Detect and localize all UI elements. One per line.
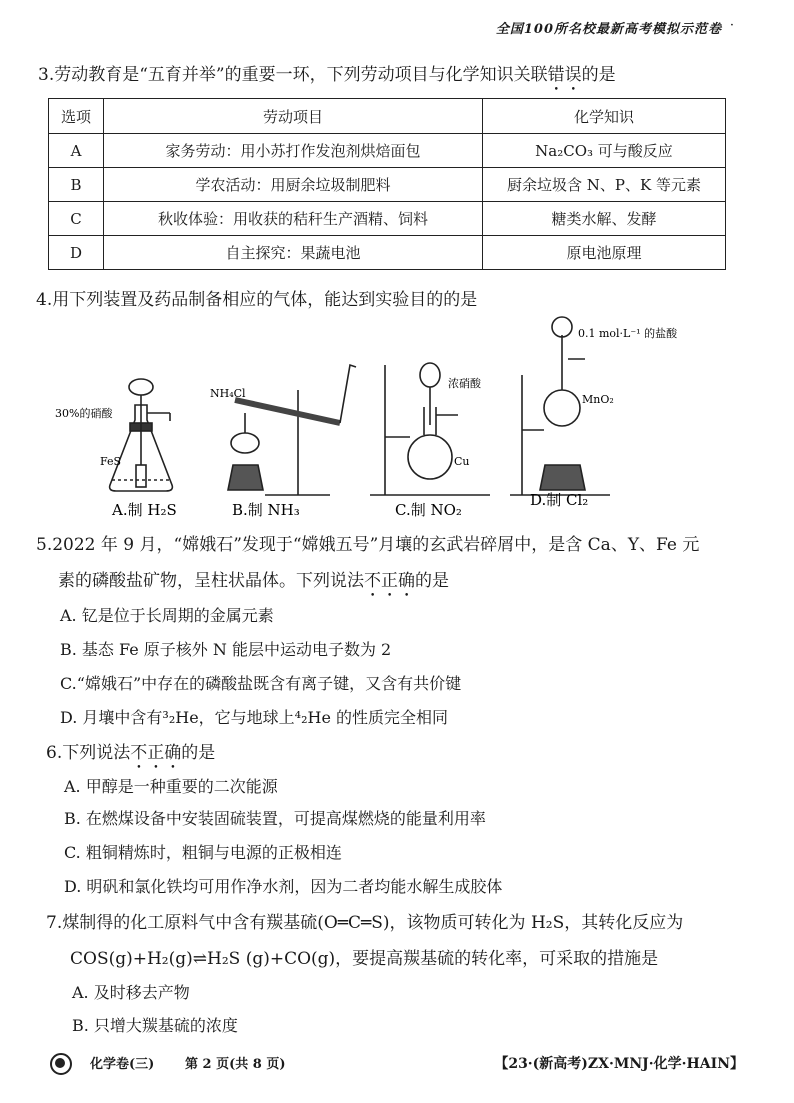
table-cell: 家务劳动：用小苏打作发泡剂烘焙面包 bbox=[104, 134, 483, 168]
table-cell: 秋收体验：用收获的秸秆生产酒精、饲料 bbox=[104, 202, 483, 236]
q5-option-a: A. 钇是位于长周期的金属元素 bbox=[60, 606, 274, 625]
q6-option-a: A. 甲醇是一种重要的二次能源 bbox=[64, 777, 278, 796]
apparatus-a-drawing bbox=[110, 379, 173, 491]
q6-stem-prefix: 6.下列说法 bbox=[46, 743, 131, 763]
footer-subject: 化学卷(三) bbox=[90, 1057, 155, 1072]
q5-stem-prefix: 素的磷酸盐矿物，呈柱状晶体。下列说法 bbox=[58, 571, 364, 591]
question-3-stem bbox=[38, 60, 616, 95]
apparatus-c-caption: C.制 NO₂ bbox=[395, 501, 462, 519]
apparatus-a-label-1: 30%的硝酸 bbox=[55, 407, 113, 420]
q6-option-b: B. 在燃煤设备中安装固硫装置，可提高煤燃烧的能量利用率 bbox=[64, 809, 486, 828]
table-header-cell: 化学知识 bbox=[483, 99, 726, 134]
apparatus-c-label-2: Cu bbox=[454, 455, 470, 468]
q6-option-c: C. 粗铜精炼时，粗铜与电源的正极相连 bbox=[64, 843, 342, 862]
table-cell: C bbox=[49, 202, 104, 236]
table-cell: 学农活动：用厨余垃圾制肥料 bbox=[104, 168, 483, 202]
table-cell: 糖类水解、发酵 bbox=[483, 202, 726, 236]
table-header-cell: 劳动项目 bbox=[104, 99, 483, 134]
question-4-stem: 4.用下列装置及药品制备相应的气体，能达到实验目的的是 bbox=[36, 290, 478, 310]
q3-table bbox=[48, 98, 726, 270]
table-row bbox=[49, 134, 726, 168]
table-cell: D bbox=[49, 236, 104, 270]
table-cell: Na₂CO₃ 可与酸反应 bbox=[483, 134, 726, 168]
q5-option-c: C.“嫦娥石”中存在的磷酸盐既含有离子键，又含有共价键 bbox=[60, 674, 462, 693]
table-header-cell: 选项 bbox=[49, 99, 104, 134]
q6-stem-emphasis: 不正确 bbox=[130, 743, 182, 763]
footer-code: 【23·(新高考)ZX·MNJ·化学·HAIN】 bbox=[494, 1056, 744, 1072]
circle-logo-inner-icon bbox=[55, 1058, 65, 1068]
apparatus-b-caption: B.制 NH₃ bbox=[232, 501, 300, 519]
apparatus-d-label-2: MnO₂ bbox=[582, 393, 614, 406]
q5-stem-suffix: 的是 bbox=[415, 571, 449, 591]
q3-stem-emphasis: 错误 bbox=[547, 65, 582, 85]
apparatus-c-label-1: 浓硝酸 bbox=[448, 377, 481, 390]
page-footer bbox=[50, 1050, 744, 1082]
series-title: 全国100所名校最新高考模拟示范卷 bbox=[495, 22, 722, 37]
question-6-stem bbox=[46, 738, 215, 773]
question-5-stem-line1: 5.2022 年 9 月，“嫦娥石”发现于“嫦娥五号”月壤的玄武岩碎屑中，是含 Ca、Y、Fe 元 bbox=[36, 535, 700, 555]
q5-stem-emphasis: 不正确 bbox=[364, 571, 415, 591]
q3-stem-prefix: 3.劳动教育是“五育并举”的重要一环，下列劳动项目与化学知识关联 bbox=[38, 65, 548, 85]
table-header-row bbox=[49, 99, 726, 134]
q3-stem-suffix: 的是 bbox=[581, 65, 616, 85]
apparatus-d-drawing bbox=[510, 317, 610, 495]
question-5-stem-line2 bbox=[58, 566, 449, 601]
q7-option-a: A. 及时移去产物 bbox=[72, 983, 190, 1002]
q7-option-b: B. 只增大羰基硫的浓度 bbox=[72, 1016, 238, 1035]
question-7-stem-line1: 7.煤制得的化工原料气中含有羰基硫(O═C═S)，该物质可转化为 H₂S，其转化反应为 bbox=[46, 913, 684, 933]
q6-option-d: D. 明矾和氯化铁均可用作净水剂，因为二者均能水解生成胶体 bbox=[64, 877, 503, 896]
question-7-stem-line2: COS(g)+H₂(g)⇌H₂S (g)+CO(g)，要提高羰基硫的转化率，可采取的措施是 bbox=[70, 949, 659, 969]
q6-stem-suffix: 的是 bbox=[181, 743, 216, 763]
apparatus-d-label-1: 0.1 mol·L⁻¹ 的盐酸 bbox=[578, 327, 678, 340]
table-row bbox=[49, 236, 726, 270]
table-cell: 厨余垃圾含 N、P、K 等元素 bbox=[483, 168, 726, 202]
footer-page-number: 第 2 页(共 8 页) bbox=[185, 1057, 286, 1072]
q5-option-b: B. 基态 Fe 原子核外 N 能层中运动电子数为 2 bbox=[60, 640, 392, 659]
table-cell: A bbox=[49, 134, 104, 168]
table-row bbox=[49, 168, 726, 202]
header-mark: · bbox=[729, 18, 734, 33]
apparatus-b-drawing bbox=[228, 365, 356, 495]
apparatus-d-caption: D.制 Cl₂ bbox=[530, 491, 589, 509]
apparatus-a-label-2: FeS bbox=[100, 455, 122, 468]
apparatus-figure bbox=[50, 315, 730, 520]
table-cell: 原电池原理 bbox=[483, 236, 726, 270]
table-cell: 自主探究：果蔬电池 bbox=[104, 236, 483, 270]
q5-option-d: D. 月壤中含有³₂He，它与地球上⁴₂He 的性质完全相同 bbox=[60, 708, 449, 727]
table-row bbox=[49, 202, 726, 236]
apparatus-b-label-1: NH₄Cl bbox=[210, 387, 246, 400]
table-cell: B bbox=[49, 168, 104, 202]
apparatus-a-caption: A.制 H₂S bbox=[112, 501, 177, 519]
